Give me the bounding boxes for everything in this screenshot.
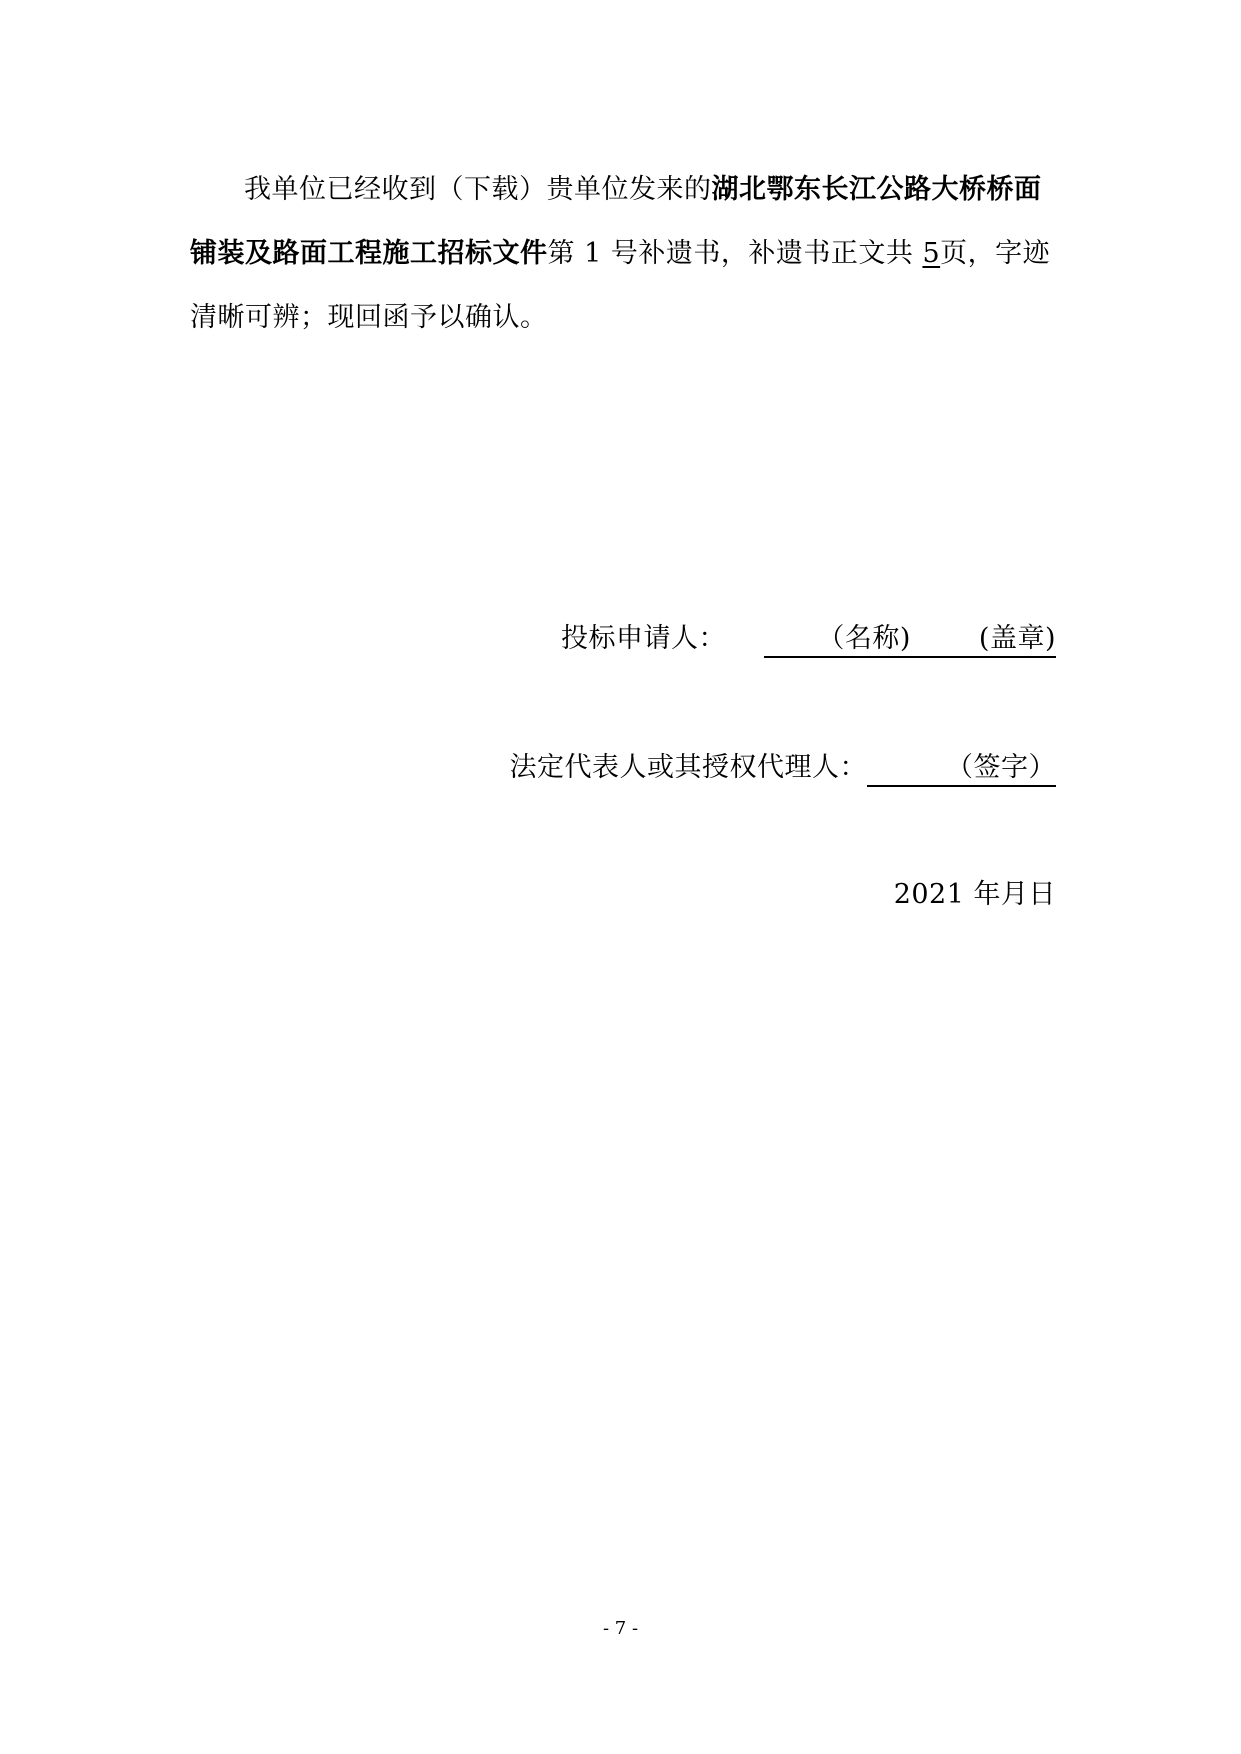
- project-name: 湖北鄂东长江公路大桥桥面铺装及路面工程施工招标文件: [190, 174, 1042, 269]
- date-line: 2021 年月日: [893, 879, 1056, 910]
- confirmation-text: 页，字迹清晰可辨；现回函予以确认。: [190, 238, 1051, 333]
- representative-label: 法定代表人或其授权代理人：: [509, 752, 867, 783]
- confirmation-paragraph: [190, 158, 1056, 350]
- applicant-blank: [764, 622, 1056, 658]
- addendum-text: 第 1 号补遗书，补遗书正文共: [547, 238, 923, 269]
- representative-line: [510, 748, 1057, 788]
- applicant-label: 投标申请人：: [561, 623, 726, 654]
- page-number: - 7 -: [602, 1618, 639, 1639]
- applicant-seal-hint: (盖章): [978, 623, 1056, 654]
- page-count: 5: [922, 238, 941, 269]
- signature-hint: （签字）: [946, 752, 1056, 783]
- intro-text: 我单位已经收到（下载）贵单位发来的: [244, 174, 712, 205]
- applicant-name-hint: （名称): [817, 623, 911, 654]
- representative-blank: [867, 751, 1056, 787]
- applicant-line: [561, 619, 1056, 659]
